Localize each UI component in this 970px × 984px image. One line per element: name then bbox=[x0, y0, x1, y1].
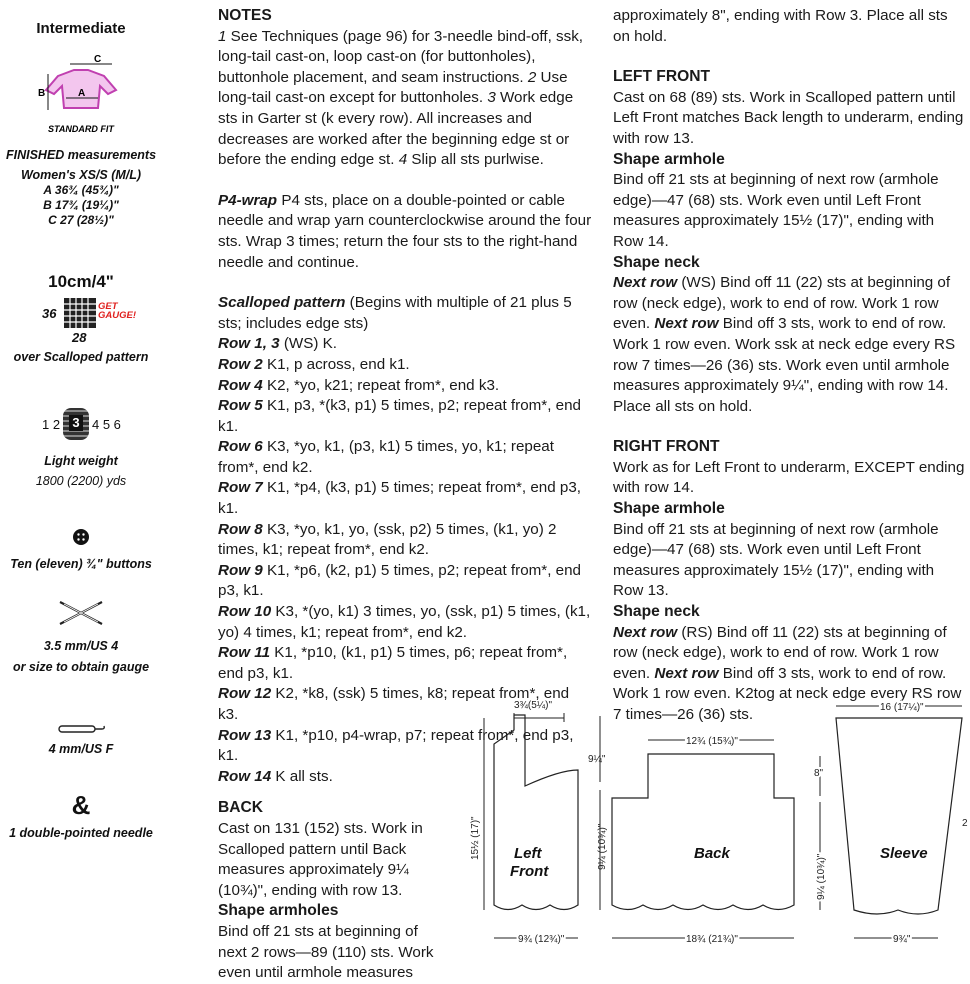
gauge-title: 10cm/4" bbox=[48, 272, 114, 291]
row-label: Row 8 bbox=[218, 520, 263, 538]
lf-top-dim: 3¾(5¼)" bbox=[514, 700, 553, 711]
row-label: Row 11 bbox=[218, 644, 271, 662]
p4-wrap-text: P4 sts, place on a double-pointed or cable needle and wrap yarn counterclockwise around the four sts. Wrap 3 times; return the four sts to the right-hand needle and continue. bbox=[218, 191, 592, 271]
letter-b: B bbox=[38, 88, 46, 99]
back-right-dim-2: 9¼ (10¾)" bbox=[816, 853, 827, 900]
gauge-pattern: over Scalloped pattern bbox=[13, 350, 149, 364]
right-front-armhole-heading: Shape armhole bbox=[613, 500, 725, 518]
back-bottom-dim: 18¾ (21¾)" bbox=[686, 934, 738, 945]
back-top-dim: 12¾ (15¾)" bbox=[686, 736, 738, 747]
fit-label: STANDARD FIT bbox=[48, 124, 114, 134]
weight-right: 4 5 6 bbox=[92, 417, 121, 432]
needle-size: 3.5 mm/US 4 bbox=[43, 639, 119, 653]
note-number-3: 3 bbox=[487, 89, 496, 107]
buttons: Ten (eleven) ¾" buttons bbox=[10, 557, 152, 571]
left-front-label-2: Front bbox=[510, 863, 549, 880]
right-front-neck-heading: Shape neck bbox=[613, 603, 700, 621]
measure-b: B 17¾ (19¼)" bbox=[43, 198, 119, 212]
row-text: K3, *(yo, k1) 3 times, yo, (ssk, p1) 5 times, (k1, yo) 4 times, k1; repeat from*, end k2. bbox=[218, 603, 591, 641]
letter-c: C bbox=[94, 54, 102, 65]
right-front-heading: RIGHT FRONT bbox=[613, 438, 720, 456]
rf-neck-text-2: Bind off 3 sts, work to end of row. Work 1 row even. K2tog at neck edge every RS row 7 times—26 (36) sts. bbox=[613, 664, 962, 723]
get-gauge-badge: GET GAUGE! bbox=[98, 301, 136, 321]
lf-next-row-2: Next row bbox=[654, 315, 719, 333]
lf-bottom-dim: 9¾ (12¾)" bbox=[518, 934, 565, 945]
left-front-shape bbox=[494, 715, 578, 910]
lf-left-dim: 15½ (17)" bbox=[470, 816, 481, 860]
measure-c: C 27 (28½)" bbox=[48, 213, 114, 227]
right-front-text: Work as for Left Front to underarm, EXCEPT ending with row 14. bbox=[613, 458, 965, 497]
row-text: K3, *yo, k1, yo, (ssk, p2) 5 times, (k1, yo) 2 times, k1; repeat from*, end k2. bbox=[218, 520, 557, 559]
measurements-title: FINISHED measurements bbox=[5, 148, 157, 162]
p4-wrap-label: P4-wrap bbox=[218, 191, 278, 209]
row-text: K1, *p10, (k1, p1) 5 times, p6; repeat from*, end p3, k1. bbox=[218, 644, 568, 682]
row-label: Row 9 bbox=[218, 561, 263, 579]
row-text: K2, *k8, (ssk) 5 times, k8; repeat from*, end k3. bbox=[218, 685, 570, 723]
left-front-neck-heading: Shape neck bbox=[613, 253, 700, 271]
sizes: Women's XS/S (M/L) bbox=[20, 168, 142, 182]
back-label: Back bbox=[694, 845, 730, 862]
row-label: Row 13 bbox=[218, 726, 272, 744]
lf-right-dim: 9¼" bbox=[588, 754, 606, 765]
weight-selected: 3 bbox=[69, 415, 83, 431]
weight-left: 1 2 bbox=[42, 417, 61, 432]
hook-size: 4 mm/US F bbox=[48, 742, 114, 756]
gauge-sts: 28 bbox=[72, 330, 87, 345]
sleeve-bottom-dim: 9¾" bbox=[893, 934, 911, 945]
left-front-armhole-text: Bind off 21 sts at beginning of next row (armhole edge)—47 (68) sts. Work even until Left Front measures approximately 15½ (17)", ending with Row 14. bbox=[613, 171, 939, 250]
row-text: K3, *yo, k1, (p3, k1) 5 times, yo, k1; repeat from*, end k2. bbox=[218, 438, 554, 476]
yardage: 1800 (2200) yds bbox=[35, 474, 127, 488]
row-text: K1, p across, end k1. bbox=[262, 355, 410, 373]
row-text: K1, *p4, (k3, p1) 5 times; repeat from*, end p3, k1. bbox=[218, 479, 581, 518]
sleeve-label: Sleeve bbox=[880, 845, 928, 862]
left-front-label-1: Left bbox=[514, 845, 542, 862]
row-text: K all sts. bbox=[271, 767, 333, 785]
note-2-text: Use long-tail cast-on except for buttonholes. bbox=[218, 68, 568, 107]
note-3-text: Work edge sts in Garter st (k every row). All increases and decreases are worked after the beginning edge st or before the ending edge st. bbox=[218, 89, 574, 169]
right-front-armhole-text: Bind off 21 sts at beginning of next row (armhole edge)—47 (68) sts. Work even until Left Front measures approximately 15½ (17)", ending with Row 13. bbox=[613, 520, 939, 600]
needle-note: or size to obtain gauge bbox=[12, 660, 150, 674]
notes-heading: NOTES bbox=[218, 7, 272, 24]
letter-a: A bbox=[78, 88, 86, 99]
back-shape bbox=[612, 754, 794, 910]
back-text: Cast on 131 (152) sts. Work in Scalloped pattern until Back measures approximately 9¼ (10¾)", ending with row 13. bbox=[218, 819, 423, 899]
measure-a: A 36¾ (45¾)" bbox=[43, 183, 119, 197]
dpn: 1 double-pointed needle bbox=[9, 826, 153, 840]
row-label: Row 14 bbox=[218, 767, 272, 785]
weight-name: Light weight bbox=[44, 454, 118, 468]
scallop-text: (Begins with multiple of 21 plus 5 sts; includes edge sts) bbox=[218, 294, 572, 332]
row-label: Row 4 bbox=[218, 376, 263, 394]
back-right-dim: 8" bbox=[814, 768, 824, 779]
rf-neck-text-1: (RS) Bind off 11 (22) sts at beginning of row (neck edge), work to end of row. Work 1 row even. bbox=[613, 623, 947, 682]
scallop-label: Scalloped pattern bbox=[218, 294, 346, 312]
row-label: Row 2 bbox=[218, 355, 263, 373]
note-number-1: 1 bbox=[218, 27, 227, 45]
left-front-armhole-heading: Shape armhole bbox=[613, 150, 725, 168]
row-label: Row 5 bbox=[218, 397, 263, 415]
sleeve-shape bbox=[836, 718, 962, 914]
rf-next-row-1: Next row bbox=[613, 623, 678, 641]
note-number-2: 2 bbox=[527, 68, 537, 86]
row-text: K1, *p10, p4-wrap, p7; repeat from*, end p3, k1. bbox=[218, 726, 574, 765]
row-label: Row 7 bbox=[218, 479, 263, 497]
back-heading: BACK bbox=[218, 799, 264, 817]
sleeve-right-dim: 2 bbox=[962, 818, 968, 829]
rf-next-row-2: Next row bbox=[654, 664, 719, 682]
back-armholes-heading: Shape armholes bbox=[218, 902, 339, 920]
note-1-text: See Techniques (page 96) for 3-needle bind-off, ssk, long-tail cast-on, loop cast-on (for buttonholes), buttonhole placement, and seam instructions. bbox=[218, 27, 584, 86]
back-armholes-text: Bind off 21 sts at beginning of next 2 rows—89 (110) sts. Work even until armhole measures bbox=[218, 922, 434, 982]
lf-neck-text-1: (WS) Bind off 11 (22) sts at beginning of row (neck edge), work to end of row. Work 1 row even. bbox=[613, 274, 951, 333]
row-label: Row 12 bbox=[218, 685, 272, 703]
row-label: Row 10 bbox=[218, 603, 272, 621]
left-front-heading: LEFT FRONT bbox=[613, 68, 711, 86]
back-continued: approximately 8", ending with Row 3. Place all sts on hold. bbox=[613, 7, 948, 45]
lf-neck-text-2: Bind off 3 sts, work to end of row. Work 1 row even. Work ssk at neck edge every RS row 7 times—26 (36) sts. Work even until armhole measures approximately 9¼", ending with row 14. Place all sts on hold. bbox=[613, 315, 956, 415]
row-text: K2, *yo, k21; repeat from*, end k3. bbox=[262, 376, 500, 394]
row-label: Row 6 bbox=[218, 438, 263, 456]
note-number-4: 4 bbox=[398, 151, 408, 169]
skill-level: Intermediate bbox=[36, 20, 126, 37]
row-text: K1, p3, *(k3, p1) 5 times, p2; repeat from*, end k1. bbox=[218, 397, 581, 435]
lf-next-row-1: Next row bbox=[613, 274, 678, 292]
note-4-text: Slip all sts purlwise. bbox=[407, 151, 544, 169]
sleeve-top-dim: 16 (17¼)" bbox=[880, 702, 924, 713]
ampersand: & bbox=[71, 790, 91, 820]
row-text: (WS) K. bbox=[279, 335, 337, 353]
lf-right-dim-2: 9¼ (10¾)" bbox=[597, 823, 608, 870]
row-label: Row 1, 3 bbox=[218, 335, 280, 353]
left-front-text: Cast on 68 (89) sts. Work in Scalloped pattern until Left Front matches Back length to underarm, ending with row 13. bbox=[613, 88, 964, 147]
gauge-rows: 36 bbox=[42, 306, 57, 321]
row-text: K1, *p6, (k2, p1) 5 times, p2; repeat from*, end p3, k1. bbox=[218, 561, 581, 600]
